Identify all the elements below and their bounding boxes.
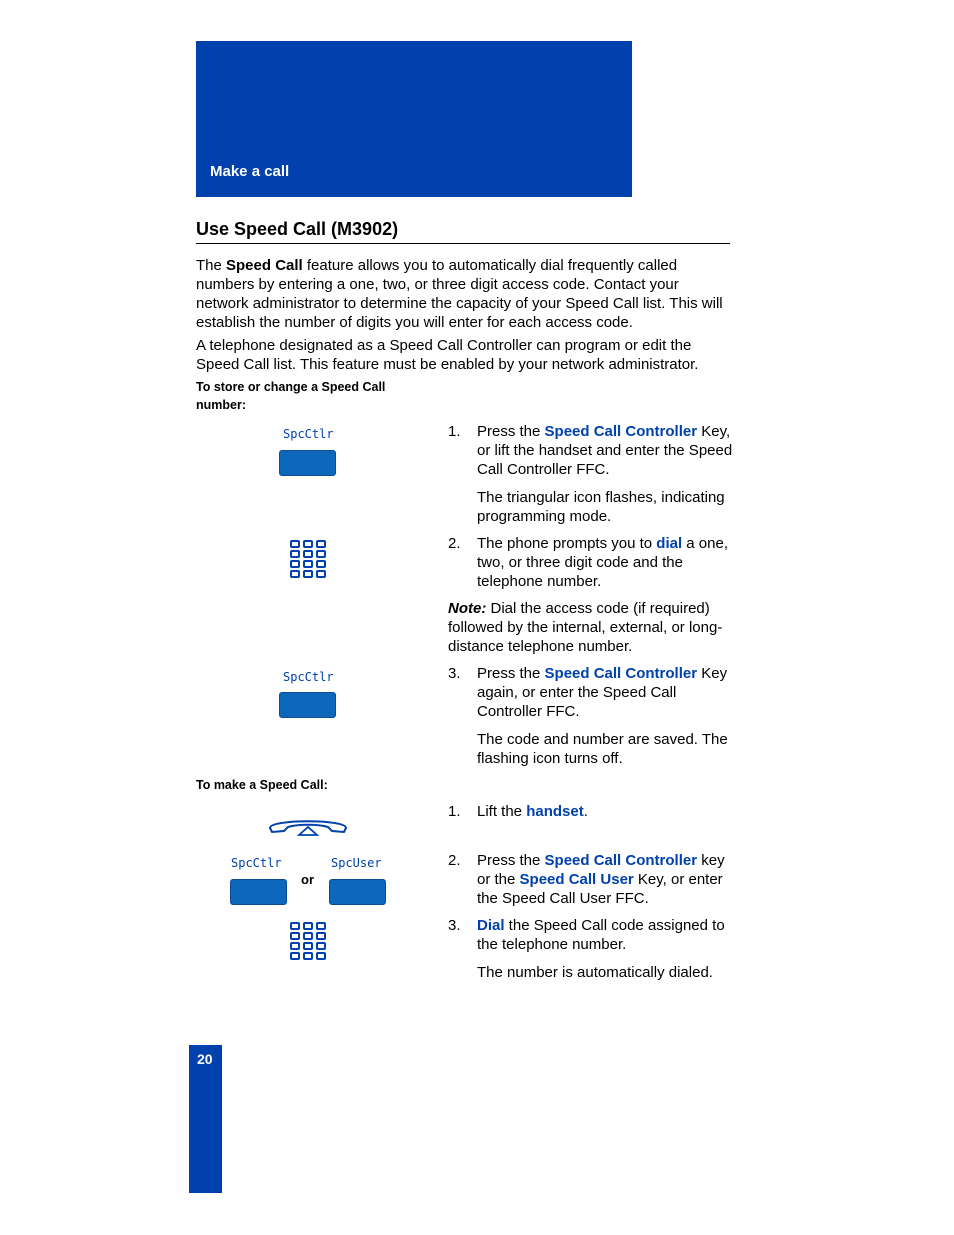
step-text-rest: the Speed Call code assigned to the telephone number. (477, 917, 725, 953)
dial-key-label: dial (656, 535, 683, 552)
step-number: 2. (448, 852, 461, 869)
intro-paragraph-2: A telephone designated as a Speed Call Controller can program or edit the Speed Call list. This feature must be enabled by your network administrator. (196, 337, 699, 373)
or-label: or (301, 872, 314, 887)
store-subheading (196, 378, 385, 414)
step-text: Lift the (477, 803, 527, 820)
step-detail: The code and number are saved. The flashing icon turns off. (477, 731, 728, 767)
speed-call-controller-key-label: Speed Call Controller (544, 665, 698, 682)
step-text: The phone prompts you to (477, 535, 657, 552)
step-detail: The triangular icon flashes, indicating programming mode. (477, 489, 725, 525)
step-text-rest: a one, two, or three digit code and the telephone number. (477, 535, 728, 590)
step-number: 3. (448, 917, 461, 934)
intro-text: The (196, 257, 227, 274)
display-spcctlr-1: SpcCtlr (283, 427, 334, 441)
keypad-icon (290, 922, 328, 962)
step-text: Press the (477, 423, 545, 440)
make-step-3 (448, 916, 733, 982)
step-number: 2. (448, 535, 461, 552)
handset-icon (266, 815, 350, 839)
step-text: Press the (477, 852, 545, 869)
speed-call-controller-key-label: Speed Call Controller (544, 852, 698, 869)
step-text-rest: Key, or lift the handset and enter the Speed Call Controller FFC. (477, 423, 733, 478)
step-text-mid: key or the (477, 852, 725, 888)
dial-key-label: Dial (477, 917, 505, 934)
step-number: 1. (448, 423, 461, 440)
spcctlr-softkey-1[interactable] (279, 450, 336, 476)
store-step-3 (448, 664, 733, 768)
step-text-rest: Key, or enter the Speed Call User FFC. (477, 871, 723, 907)
speed-call-user-key-label: Speed Call User (519, 871, 634, 888)
speed-call-controller-key-label: Speed Call Controller (544, 423, 698, 440)
note (448, 599, 733, 656)
store-step-2 (448, 534, 733, 591)
step-number: 3. (448, 665, 461, 682)
intro-text-rest: feature allows you to automatically dial frequently called numbers by entering a one, two, or three digit access code. Contact your network administrator to determine the capacity of your Speed Call list. This will establish the number of digits you will enter for each access code. (196, 257, 723, 331)
section-heading: Use Speed Call (M3902) (196, 219, 399, 239)
heading-rule (196, 243, 730, 244)
speed-call-term: Speed Call (226, 257, 303, 274)
step-number: 1. (448, 803, 461, 820)
make-step-1 (448, 802, 733, 821)
display-spcctlr-3: SpcCtlr (231, 856, 282, 870)
make-subheading: To make a Speed Call: (196, 778, 328, 792)
step-text-rest: . (583, 803, 588, 820)
step-text-rest: Key again, or enter the Speed Call Controller FFC. (477, 665, 728, 720)
header-banner (196, 41, 632, 197)
step-text: Press the (477, 665, 545, 682)
intro-paragraph-1 (196, 256, 732, 332)
make-step-2 (448, 851, 733, 908)
spcctlr-softkey-3[interactable] (230, 879, 287, 905)
display-spcuser: SpcUser (331, 856, 382, 870)
handset-key-label: handset (526, 803, 584, 820)
store-subheading-line2: number: (196, 398, 246, 412)
note-text: Dial the access code (if required) followed by the internal, external, or long-distance telephone number. (448, 600, 723, 655)
page-sidebar (189, 1045, 222, 1193)
store-subheading-line1: To store or change a Speed Call (196, 380, 386, 394)
step-detail: The number is automatically dialed. (477, 964, 713, 981)
note-label: Note: (448, 600, 487, 617)
keypad-icon (290, 540, 328, 580)
spcuser-softkey[interactable] (329, 879, 386, 905)
store-step-1 (448, 422, 733, 526)
display-spcctlr-2: SpcCtlr (283, 670, 334, 684)
page-number: 20 (197, 1051, 213, 1067)
spcctlr-softkey-2[interactable] (279, 692, 336, 718)
banner-title: Make a call (210, 163, 290, 180)
